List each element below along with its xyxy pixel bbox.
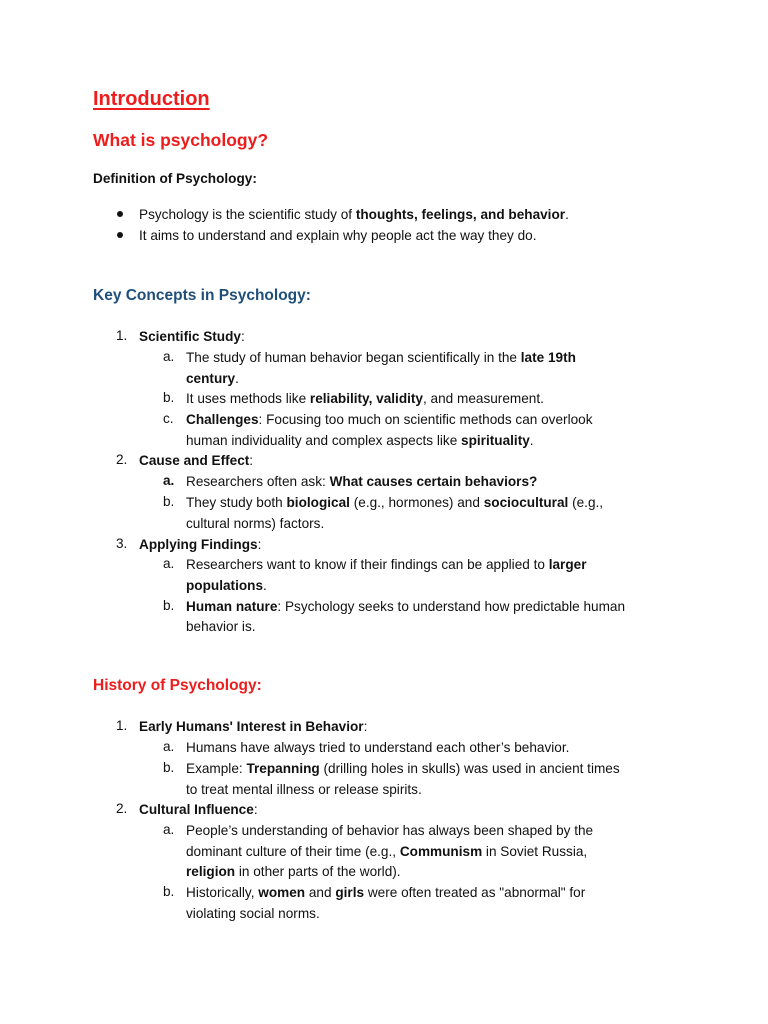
- text-run-bold: women: [258, 885, 306, 900]
- list-letter: a.: [163, 349, 175, 364]
- list-letter: b.: [163, 390, 175, 405]
- text-run: : Focusing too much on scientific methods can overlook: [258, 412, 593, 427]
- text-run-bold: Human nature: [186, 599, 278, 614]
- list-subitem: [186, 349, 576, 367]
- text-run: : Psychology seeks to understand how predictable human: [277, 599, 626, 614]
- text-run-bold: sociocultural: [483, 495, 569, 510]
- text-run: dominant culture of their time (e.g.,: [186, 844, 400, 859]
- history-heading: History of Psychology:: [93, 677, 262, 694]
- list-number: 2.: [116, 801, 128, 816]
- list-letter: a.: [163, 739, 175, 754]
- text-run: (e.g.,: [568, 495, 604, 510]
- text-run: :: [363, 719, 368, 734]
- list-letter: a.: [163, 822, 175, 837]
- list-subitem: [186, 473, 537, 491]
- text-run-bold: Applying Findings: [139, 537, 258, 552]
- list-number: 1.: [116, 328, 128, 343]
- definition-bullet-1: [139, 206, 569, 224]
- text-run: and: [305, 885, 336, 900]
- list-subitem-continuation: [186, 577, 267, 595]
- list-letter: b.: [163, 884, 175, 899]
- list-subitem-continuation: [186, 432, 534, 450]
- list-item-label: [139, 801, 258, 819]
- list-letter: a.: [163, 556, 175, 571]
- text-run: were often treated as "abnormal" for: [364, 885, 586, 900]
- text-run-bold: Cause and Effect: [139, 453, 250, 468]
- text-run: Researchers want to know if their findings can be applied to: [186, 557, 549, 572]
- text-run: (drilling holes in skulls) was used in ancient times: [319, 761, 620, 776]
- text-run: .: [565, 207, 569, 222]
- text-run-bold: religion: [186, 864, 236, 879]
- text-run: :: [257, 537, 262, 552]
- text-run: .: [235, 371, 239, 386]
- text-run: human individuality and complex aspects like: [186, 433, 462, 448]
- text-run-bold: Challenges: [186, 412, 259, 427]
- list-subitem: [186, 411, 593, 429]
- list-subitem: [186, 494, 603, 512]
- list-subitem: People’s understanding of behavior has always been shaped by the: [186, 823, 594, 838]
- list-item-label: [139, 718, 367, 736]
- text-run: The study of human behavior began scientifically in the: [186, 350, 521, 365]
- list-letter: b.: [163, 760, 175, 775]
- text-run: They study both: [186, 495, 287, 510]
- bullet-icon: [117, 211, 123, 217]
- list-item-label: [139, 452, 253, 470]
- list-subitem-continuation: cultural norms) factors.: [186, 516, 325, 531]
- section-heading: What is psychology?: [93, 130, 269, 150]
- text-run-bold: What causes certain behaviors?: [329, 474, 538, 489]
- text-run: .: [529, 433, 534, 448]
- text-run-bold: girls: [335, 885, 365, 900]
- text-run: (e.g., hormones) and: [349, 495, 484, 510]
- list-subitem: [186, 598, 625, 616]
- list-subitem-continuation: [186, 370, 239, 388]
- text-run: It uses methods like: [186, 391, 310, 406]
- definition-bullet-2: It aims to understand and explain why people act the way they do.: [139, 228, 537, 243]
- list-letter: c.: [163, 411, 174, 426]
- list-subitem: [186, 556, 587, 574]
- text-run-bold: larger: [548, 557, 587, 572]
- list-letter: b.: [163, 494, 175, 509]
- text-run-bold: populations: [186, 578, 264, 593]
- list-number: 1.: [116, 718, 128, 733]
- list-subitem-continuation: violating social norms.: [186, 906, 320, 921]
- definition-heading: Definition of Psychology:: [93, 171, 257, 186]
- text-run: in Soviet Russia,: [482, 844, 588, 859]
- bullet-icon: [117, 232, 123, 238]
- list-subitem-continuation: to treat mental illness or release spirits.: [186, 782, 422, 797]
- list-letter: a.: [163, 473, 175, 488]
- text-run: .: [263, 578, 267, 593]
- text-run-bold: reliability, validity: [309, 391, 423, 406]
- text-run-bold: Communism: [399, 844, 483, 859]
- text-run-bold: spirituality: [461, 433, 530, 448]
- list-item-label: [139, 536, 261, 554]
- list-subitem: [186, 390, 544, 408]
- list-subitem: [186, 884, 585, 902]
- key-concepts-heading: Key Concepts in Psychology:: [93, 287, 311, 304]
- text-run-bold: Trepanning: [246, 761, 320, 776]
- list-subitem-continuation: [186, 863, 401, 881]
- text-run-bold: Scientific Study: [139, 329, 241, 344]
- list-number: 3.: [116, 536, 128, 551]
- text-run-bold: thoughts, feelings, and behavior: [355, 207, 566, 222]
- text-run: Researchers often ask:: [186, 474, 330, 489]
- list-subitem-continuation: behavior is.: [186, 619, 256, 634]
- text-run: :: [249, 453, 254, 468]
- page-title: Introduction: [93, 88, 210, 110]
- text-run-bold: century: [186, 371, 236, 386]
- list-subitem-continuation: [186, 843, 587, 861]
- text-run: :: [240, 329, 245, 344]
- text-run: Psychology is the scientific study of: [139, 207, 356, 222]
- list-item-label: [139, 328, 245, 346]
- text-run-bold: biological: [286, 495, 350, 510]
- text-run: Historically,: [186, 885, 259, 900]
- text-run: , and measurement.: [423, 391, 544, 406]
- list-subitem: Humans have always tried to understand each other’s behavior.: [186, 740, 570, 755]
- list-number: 2.: [116, 452, 128, 467]
- list-letter: b.: [163, 598, 175, 613]
- text-run-bold: Cultural Influence: [139, 802, 254, 817]
- text-run: in other parts of the world).: [235, 864, 401, 879]
- text-run-bold: late 19th: [520, 350, 576, 365]
- list-subitem: [186, 760, 620, 778]
- text-run: :: [253, 802, 258, 817]
- text-run: Example:: [186, 761, 247, 776]
- text-run-bold: Early Humans' Interest in Behavior: [139, 719, 364, 734]
